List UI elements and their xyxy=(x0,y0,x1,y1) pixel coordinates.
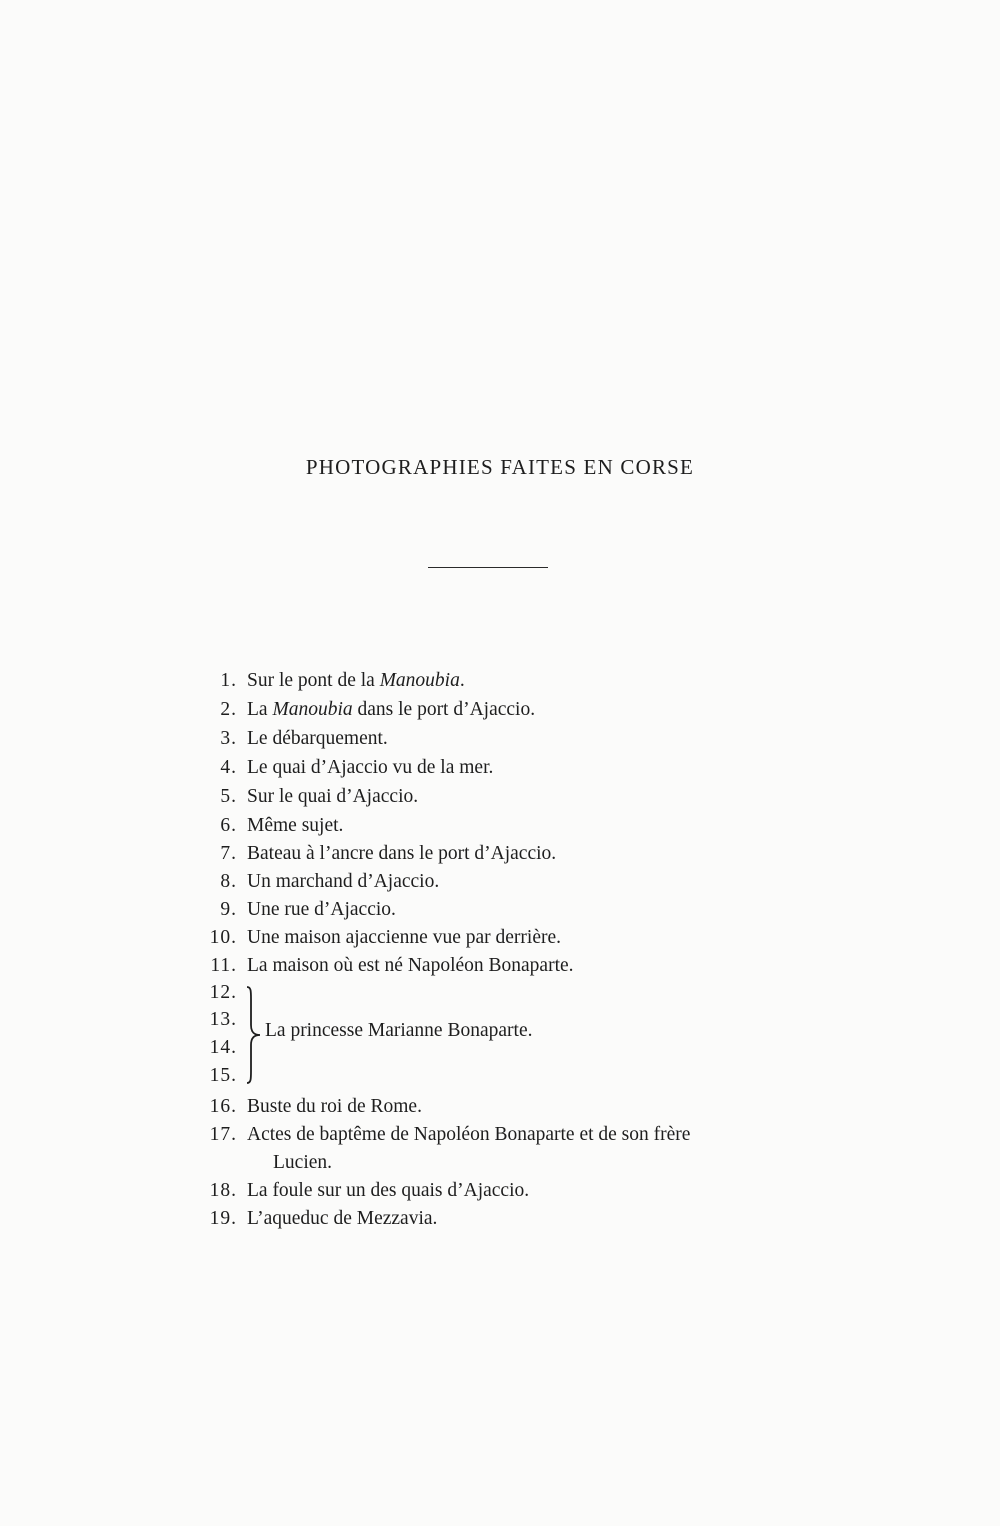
ship-name: Manoubia xyxy=(272,699,353,720)
item-number: 17. xyxy=(209,1124,237,1145)
item-text: L’aqueduc de Mezzavia. xyxy=(247,1208,438,1229)
item-text: Le débarquement. xyxy=(247,728,388,749)
item-text: Un marchand d’Ajaccio. xyxy=(247,871,440,892)
item-text: La maison où est né Napoléon Bonaparte. xyxy=(247,955,574,976)
item-text: Sur le pont de la Manoubia. xyxy=(247,670,465,691)
item-number: 2. xyxy=(220,699,237,720)
item-number: 6. xyxy=(220,815,237,836)
item-text: Buste du roi de Rome. xyxy=(247,1096,422,1117)
item-number: 4. xyxy=(220,757,237,778)
item-number: 14. xyxy=(209,1037,237,1058)
item-text: Même sujet. xyxy=(247,815,344,836)
item-number: 7. xyxy=(220,843,237,864)
item-number: 16. xyxy=(209,1096,237,1117)
item-text: Sur le quai d’Ajaccio. xyxy=(247,786,419,807)
item-number: 15. xyxy=(209,1065,237,1086)
item-text: Le quai d’Ajaccio vu de la mer. xyxy=(247,757,494,778)
item-text: Actes de baptême de Napoléon Bonaparte et de son frère xyxy=(247,1124,691,1145)
item-number: 19. xyxy=(209,1208,237,1229)
item-number: 12. xyxy=(209,982,237,1003)
item-number: 11. xyxy=(210,955,237,976)
item-text: La foule sur un des quais d’Ajaccio. xyxy=(247,1180,530,1201)
item-text: Bateau à l’ancre dans le port d’Ajaccio. xyxy=(247,843,557,864)
item-text: La Manoubia dans le port d’Ajaccio. xyxy=(247,699,536,720)
group-label: La princesse Marianne Bonaparte. xyxy=(265,1020,533,1041)
item-number: 5. xyxy=(220,786,237,807)
item-number: 1. xyxy=(220,670,237,691)
curly-brace-icon xyxy=(240,985,266,1085)
item-number: 18. xyxy=(209,1180,237,1201)
item-number: 9. xyxy=(220,899,237,920)
item-text: Une rue d’Ajaccio. xyxy=(247,899,396,920)
item-number: 3. xyxy=(220,728,237,749)
item-text: Une maison ajaccienne vue par derrière. xyxy=(247,927,561,948)
item-number: 8. xyxy=(220,871,237,892)
item-number: 10. xyxy=(209,927,237,948)
ship-name: Manoubia xyxy=(379,670,460,691)
item-text-continuation: Lucien. xyxy=(273,1152,333,1173)
title-divider xyxy=(428,567,548,568)
item-number: 13. xyxy=(209,1009,237,1030)
page-title: PHOTOGRAPHIES FAITES EN CORSE xyxy=(305,455,695,479)
